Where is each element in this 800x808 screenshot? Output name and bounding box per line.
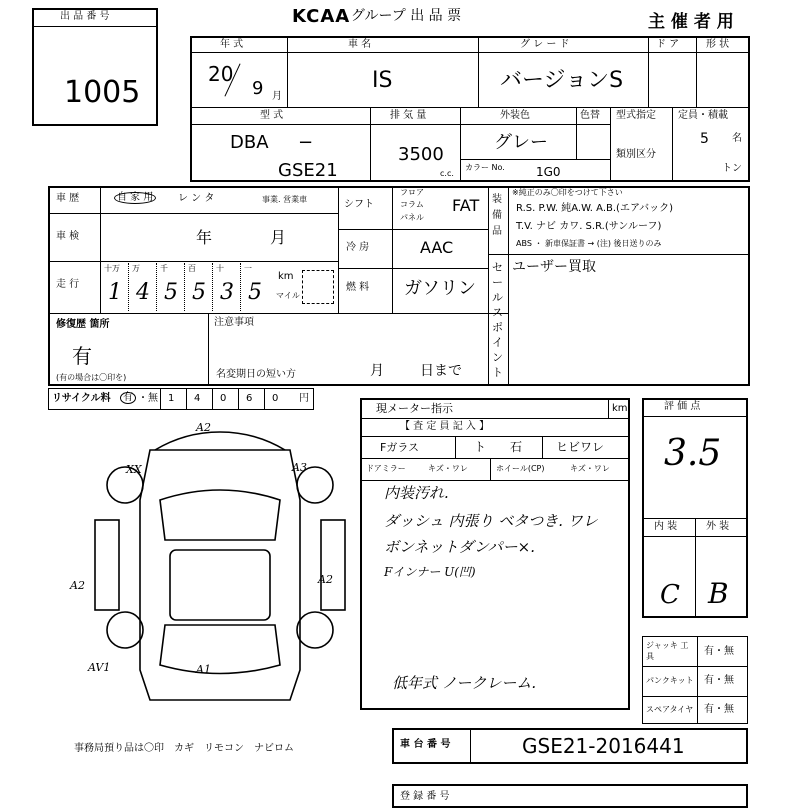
cc-unit: c.c. [440,169,454,178]
jack-label: ジャッキ 工具 [646,641,689,661]
type-designation-label: 型式指定 [616,110,656,121]
inspection-month: 月 [270,228,287,247]
meter-label: 現メーター指示 [376,402,453,415]
recycle-digit: 0 [272,393,279,404]
doors-label: ド ア [656,39,680,50]
repair-note: (有の場合は〇印を) [56,373,127,382]
model-dash: − [298,132,314,153]
sales-point: ユーザー買取 [512,259,596,275]
mileage-unit: 百 [188,264,196,273]
rental-option: レ ン タ [178,193,215,204]
color-no-label: カラー No. [465,163,505,172]
office-items-note: 事務局預り品は〇印 カギ リモコン ナビロム [74,743,294,754]
recycle-digit: 4 [194,393,201,404]
mileage-label: 走 行 [56,279,80,290]
equipment-label: 装備品 [492,194,502,237]
damage-mark-front-right: A3 [292,461,307,474]
category-label: 類別区分 [616,149,656,160]
glass-label: Fガラス [380,441,419,454]
year-month: 9 [252,78,264,99]
mileage-digit: 4 [136,280,150,305]
recycle-digit: 6 [246,393,253,404]
exterior-label: 外 装 [706,521,730,532]
capacity-unit: 名 [732,133,742,144]
chassis-label: 車 台 番 号 [400,739,451,750]
mileage-unit: 十 [216,264,224,273]
model-prefix: DBA [230,132,269,153]
body-type-label: 形 状 [706,39,730,50]
equipment-line-1: R.S. P.W. 純A.W. A.B.(エアバック) [516,203,674,214]
glass-option-2: 石 [510,440,523,454]
puncture-kit-value: 有・無 [704,675,734,686]
exterior-grade: B [708,577,729,610]
damage-mark-front-left: XX [126,463,142,476]
lot-number-label: 出 品 番 号 [60,11,110,22]
mileage-digit: 5 [164,280,178,305]
mileage-unit: 千 [160,264,168,273]
jack-value: 有・無 [704,646,734,657]
lot-number: 1005 [64,75,141,110]
name-change-day: 日まで [420,363,462,379]
mileage-unit: 十万 [104,264,120,273]
recycle-yes: 有 [120,392,136,404]
damage-mark-left: A2 [70,579,85,592]
shift-panel-option: パネル [400,213,424,222]
grade: バージョンS [500,68,624,93]
displacement: 3500 [398,144,444,165]
damage-mark-right: A2 [318,573,333,586]
wheel-label: ホイール(CP) [496,464,545,473]
equipment-line-2: T.V. ナビ カワ. S.R.(サンルーフ) [516,221,662,232]
shift-floor-option: フロア [400,188,424,197]
organizer-label: 主 催 者 用 [648,12,734,32]
interior-grade: C [660,580,680,610]
inspector-section-label: 【 査 定 員 記 入 】 [400,421,490,432]
glass-option-3: ヒビワレ [556,440,605,454]
chassis-number: GSE21-2016441 [522,734,685,758]
recycle-label: リサイクル料 [52,393,111,404]
registration-label: 登 録 番 号 [400,791,450,802]
shift-value: FAT [452,196,480,215]
car-name: IS [372,68,393,93]
spare-tire-label: スペアタイヤ [646,705,694,714]
mileage-digit: 1 [108,280,122,305]
recycle-yen: 円 [299,393,309,404]
fuel-value: ガソリン [404,278,476,299]
exterior-color: グレー [494,132,548,153]
wheel-value: キズ・ワレ [570,464,610,473]
capacity-label: 定員・積載 [678,110,728,121]
model-label: 型 式 [260,110,284,121]
color-no: 1G0 [536,165,561,179]
history-label: 車 歴 [56,193,80,204]
grade-label: グ レ ー ド [520,39,570,50]
month-unit: 月 [272,91,282,102]
inspection-label: 車 検 [56,231,80,242]
sales-point-label: セールスポイント [492,261,503,379]
rating-score: 3.5 [664,433,722,474]
repair-value: 有 [72,344,92,368]
interior-label: 内 装 [654,521,678,532]
mileage-digit: 5 [192,280,206,305]
repair-label: 修復歴 箇所 [56,319,110,330]
recycle-digit: 0 [220,393,227,404]
inspector-note: ダッシュ 内張り ベタつき. ワレ [384,512,598,530]
fuel-label: 燃 料 [346,282,370,293]
business-option: 事業. 営業車 [262,195,308,204]
mileage-digit: 3 [220,280,234,305]
inspector-note: 低年式 ノークレーム. [392,674,537,692]
recycle-no: ・無 [138,393,158,404]
puncture-kit-label: パンクキット [646,676,694,685]
car-name-label: 車 名 [348,39,372,50]
damage-mark-rear-left: AV1 [88,661,111,674]
load-unit: トン [722,163,742,174]
year-era: 20 [208,62,234,86]
rating-label: 評 価 点 [664,401,701,412]
year-label: 年 式 [220,39,244,50]
damage-mark-rear: A1 [196,663,211,676]
private-use-option: 自 家 用 [114,192,156,204]
inspector-note: Fインナー U(凹) [384,565,476,579]
vehicle-info-box [190,36,750,182]
mileage-unit: 一 [244,264,252,273]
mirror-value: キズ・ワレ [428,464,468,473]
ac-label: 冷 房 [346,242,370,253]
equipment-line-3: ABS ・ 新車保証書 → (注) 後日送りのみ [516,239,662,248]
km-label: km [278,271,294,282]
inspector-note: ボンネットダンパー×. [384,538,535,556]
damage-mark-front: A2 [196,421,211,434]
shift-column-option: コラム [400,200,424,209]
equipment-note: ※純正のみ〇印をつけて下さい [512,188,623,197]
name-change-month: 月 [370,363,384,379]
name-change-label: 名変期日の短い方 [216,369,296,380]
model-code: GSE21 [278,160,338,181]
spare-tire-value: 有・無 [704,704,734,715]
history-box [48,186,750,386]
notes-label: 注意事項 [214,317,254,328]
form-title: . グループ 出 品 票 [342,8,462,24]
displacement-label: 排 気 量 [390,110,427,121]
brand-logo: KCAA [292,6,351,27]
mirror-label: ドアミラー [366,464,406,473]
shift-label: シフト [344,199,374,210]
glass-option-1: ト [474,440,487,454]
exterior-color-label: 外装色 [500,110,530,121]
mile-label: マイル [276,291,300,300]
meter-unit: km [612,403,628,414]
capacity: 5 [700,131,709,147]
recycle-digit: 1 [168,393,175,404]
inspector-note: 内装汚れ. [384,484,449,502]
mileage-unit: 万 [132,264,140,273]
inspection-year: 年 [196,228,213,247]
color-change-label: 色替 [580,110,600,121]
ac-value: AAC [420,238,454,257]
mileage-digit: 5 [248,280,262,305]
